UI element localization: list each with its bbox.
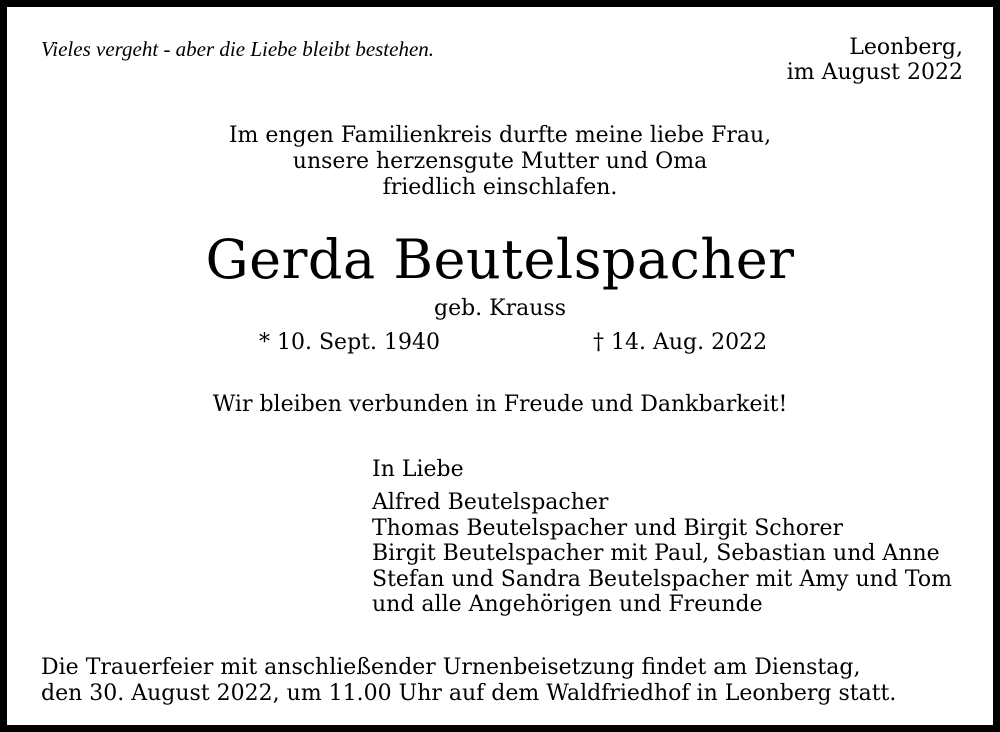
notice-line: den 30. August 2022, um 11.00 Uhr auf dem Waldfriedhof in Leonberg statt. — [41, 680, 897, 706]
funeral-notice — [41, 655, 896, 706]
list-item: Alfred Beutelspacher — [372, 490, 609, 515]
place: Leonberg, — [849, 35, 963, 60]
date: im August 2022 — [786, 60, 963, 85]
intro-line: friedlich einschlafen. — [382, 175, 618, 200]
place-and-date — [787, 35, 963, 85]
notice-line: Die Trauerfeier mit anschließender Urnenbeisetzung findet am Dienstag, — [41, 655, 861, 680]
list-item: Thomas Beutelspacher und Birgit Schorer — [372, 515, 844, 541]
intro-text — [7, 123, 993, 201]
closing-motto: Wir bleiben verbunden in Freude und Dankbarkeit! — [212, 392, 788, 417]
deceased-name: Gerda Beutelspacher — [205, 228, 795, 291]
list-item: und alle Angehörigen und Freunde — [372, 592, 763, 617]
motto: Vieles vergeht - aber die Liebe bleibt bestehen. — [41, 37, 435, 61]
list-item: Birgit Beutelspacher mit Paul, Sebastian und Anne — [372, 541, 940, 566]
list-item: Stefan und Sandra Beutelspacher mit Amy und Tom — [372, 566, 952, 592]
mourners-list — [372, 490, 952, 618]
family-intro: In Liebe — [372, 457, 464, 482]
maiden-name: geb. Krauss — [434, 296, 566, 321]
birth-date: * 10. Sept. 1940 — [259, 330, 440, 355]
intro-line: Im engen Familienkreis durfte meine liebe Frau, — [228, 123, 772, 148]
intro-line: unsere herzensgute Mutter und Oma — [292, 149, 708, 174]
death-date: † 14. Aug. 2022 — [593, 330, 768, 355]
